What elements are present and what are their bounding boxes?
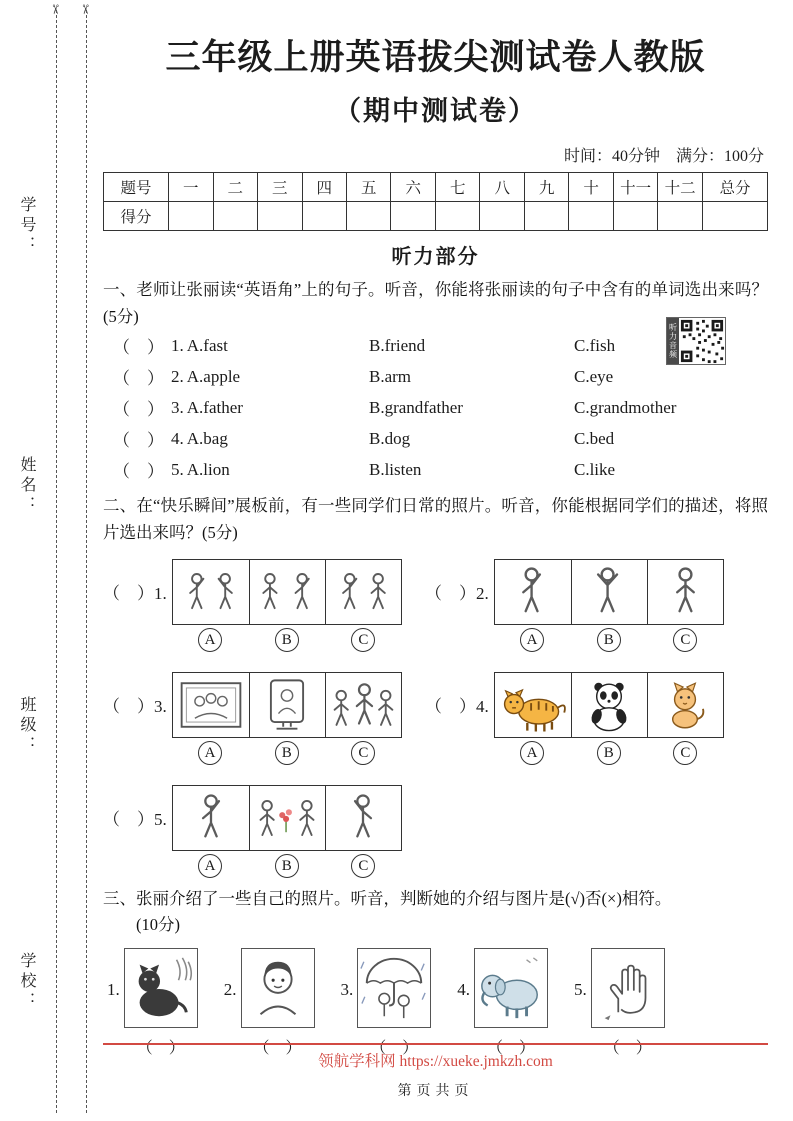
q3-stem: 三、张丽介绍了一些自己的照片。听音，判断她的介绍与图片是(√)否(×)相符。	[103, 888, 672, 908]
photo-portrait-on-stand	[249, 673, 325, 737]
item-number: 5.	[574, 979, 587, 999]
qr-caption: 听力音频	[667, 318, 679, 364]
score-cell	[258, 202, 302, 231]
score-cell	[391, 202, 435, 231]
item-number: 5.	[171, 459, 184, 479]
score-cell	[347, 202, 391, 231]
time-score-info: 时间：40分钟 满分：100分	[563, 148, 764, 165]
student-name-label: 姓名：	[18, 456, 35, 516]
q1-item-4	[103, 423, 768, 454]
photo-tiger	[495, 673, 571, 737]
option-circle-c: C	[673, 628, 697, 652]
photo-black-cat-with-hand	[124, 948, 198, 1028]
question-3	[103, 886, 768, 1058]
item-number: 1.	[171, 335, 184, 355]
option-a: A.father	[186, 397, 243, 417]
footer-divider	[103, 1043, 768, 1045]
option-circle-b: B	[275, 854, 299, 878]
photo-boy-waving	[173, 786, 249, 850]
q3-item-4	[457, 948, 548, 1058]
score-cell	[524, 202, 568, 231]
q2-item-1	[103, 559, 425, 652]
item-number: 2.	[223, 979, 237, 999]
answer-blank: （ ）	[113, 338, 164, 358]
option-circle-a: A	[198, 741, 222, 765]
score-cell	[169, 202, 213, 231]
score-cell	[658, 202, 703, 231]
answer-blank: （ ）	[113, 431, 164, 451]
score-table-col: 一	[169, 173, 213, 202]
answer-blank: （ ）	[425, 696, 476, 716]
option-a: A.fast	[186, 335, 228, 355]
binding-line	[86, 10, 87, 1113]
q2-item-5	[103, 785, 425, 878]
option-c: C.like	[574, 459, 616, 479]
score-table-col: 六	[391, 173, 435, 202]
option-c: C.fish	[574, 335, 616, 355]
photo-kid-and-girl-talking	[249, 560, 325, 624]
score-table-col: 五	[347, 173, 391, 202]
item-number: 2.	[476, 583, 489, 603]
answer-blank: （ ）	[113, 462, 164, 482]
score-table-col: 九	[524, 173, 568, 202]
score-table-label: 题号	[104, 173, 169, 202]
score-table-score-row	[104, 202, 768, 231]
photo-kids-with-flowers	[249, 786, 325, 850]
score-cell	[213, 202, 257, 231]
cut-line	[56, 10, 57, 1113]
photo-family-of-three	[325, 673, 401, 737]
option-circle-b: B	[597, 628, 621, 652]
photo-two-kids-high-five	[173, 560, 249, 624]
score-table-col: 四	[302, 173, 346, 202]
item-number: 3.	[340, 979, 354, 999]
score-row-label: 得分	[104, 202, 169, 231]
item-number: 1.	[107, 979, 120, 999]
option-circle-a: A	[520, 628, 544, 652]
answer-blank: （ ）	[136, 1039, 185, 1057]
score-table-col: 二	[213, 173, 257, 202]
score-table-col: 七	[435, 173, 479, 202]
option-circle-c: C	[351, 854, 375, 878]
answer-blank: （ ）	[113, 369, 164, 389]
page-subtitle: （期中测试卷）	[334, 96, 537, 126]
scissors-icon: ✂	[76, 4, 92, 15]
option-circle-b: B	[597, 741, 621, 765]
answer-blank: （ ）	[253, 1039, 302, 1057]
option-circle-a: A	[520, 741, 544, 765]
q2-item-3	[103, 672, 425, 765]
score-cell	[302, 202, 346, 231]
answer-blank: （ ）	[103, 696, 154, 716]
question-1	[103, 277, 768, 485]
q3-item-1	[107, 948, 198, 1058]
q3-item-3	[341, 948, 432, 1058]
photo-open-hand	[591, 948, 665, 1028]
answer-blank: （ ）	[486, 1039, 535, 1057]
option-circle-b: B	[275, 741, 299, 765]
item-number: 3.	[171, 397, 184, 417]
item-number: 4.	[476, 696, 489, 716]
photo-boy-standing	[647, 560, 723, 624]
photo-cat	[647, 673, 723, 737]
photo-panda	[571, 673, 647, 737]
q2-item-4	[425, 672, 768, 765]
score-cell	[435, 202, 479, 231]
scissors-icon: ✂	[46, 4, 62, 15]
option-c: C.bed	[574, 428, 615, 448]
q3-item-2	[224, 948, 315, 1058]
item-number: 4.	[457, 979, 470, 999]
question-2	[103, 493, 768, 877]
qr-code-icon	[679, 318, 725, 364]
option-b: B.dog	[369, 428, 411, 448]
item-number: 4.	[171, 428, 184, 448]
option-circle-c: C	[351, 628, 375, 652]
photo-elephant	[474, 948, 548, 1028]
photo-children-under-umbrella	[357, 948, 431, 1028]
q3-stem-points: (10分)	[136, 914, 180, 934]
q1-item-2	[103, 361, 768, 392]
page-footer	[103, 1043, 768, 1100]
listening-section-header: 听力部分	[391, 246, 480, 268]
photo-girl-portrait	[241, 948, 315, 1028]
answer-blank: （ ）	[103, 583, 154, 603]
option-c: C.grandmother	[574, 397, 677, 417]
q1-stem: 一、老师让张丽读“英语角”上的句子。听音，你能将张丽读的句子中含有的单词选出来吗？(5分)	[103, 280, 768, 326]
option-c: C.eye	[574, 366, 614, 386]
option-circle-a: A	[198, 628, 222, 652]
score-cell-total	[702, 202, 767, 231]
photo-family-photo-frame	[173, 673, 249, 737]
answer-blank: （ ）	[425, 583, 476, 603]
score-cell	[613, 202, 657, 231]
footer-link[interactable]: 领航学科网 https://xueke.jmkzh.com	[318, 1053, 553, 1070]
photo-boy-raising-fist	[495, 560, 571, 624]
photo-girl-waving-both-hands	[571, 560, 647, 624]
option-a: A.apple	[186, 366, 241, 386]
answer-blank: （ ）	[603, 1039, 652, 1057]
option-circle-b: B	[275, 628, 299, 652]
option-b: B.friend	[369, 335, 426, 355]
answer-blank: （ ）	[370, 1039, 419, 1057]
option-b: B.arm	[369, 366, 412, 386]
option-a: A.lion	[186, 459, 230, 479]
listening-audio-qr	[666, 317, 726, 365]
class-label: 班级：	[18, 696, 35, 756]
score-table-col: 八	[480, 173, 524, 202]
item-number: 5.	[154, 809, 167, 829]
item-number: 2.	[171, 366, 184, 386]
page-title: 三年级上册英语拔尖测试卷人教版	[165, 38, 706, 77]
q1-item-5	[103, 454, 768, 485]
score-cell	[569, 202, 613, 231]
q3-item-5	[574, 948, 665, 1058]
option-circle-c: C	[351, 741, 375, 765]
score-table-col: 十	[569, 173, 613, 202]
option-a: A.bag	[186, 428, 228, 448]
option-circle-a: A	[198, 854, 222, 878]
photo-girl-waving	[325, 786, 401, 850]
student-id-label: 学号：	[18, 196, 35, 256]
answer-blank: （ ）	[103, 809, 154, 829]
option-b: B.listen	[369, 459, 422, 479]
answer-blank: （ ）	[113, 400, 164, 420]
photo-girl-showing-photo	[325, 560, 401, 624]
option-circle-c: C	[673, 741, 697, 765]
score-table-col: 十一	[613, 173, 657, 202]
q1-item-3	[103, 392, 768, 423]
score-table-col: 三	[258, 173, 302, 202]
score-table-header-row	[104, 173, 768, 202]
option-b: B.grandfather	[369, 397, 463, 417]
item-number: 1.	[154, 583, 167, 603]
q2-stem: 二、在“快乐瞬间”展板前，有一些同学们日常的照片。听音，你能根据同学们的描述，将照片选出来吗？(5分)	[103, 496, 768, 543]
score-cell	[480, 202, 524, 231]
school-label: 学校：	[18, 952, 35, 1012]
item-number: 3.	[154, 696, 167, 716]
q2-item-2	[425, 559, 768, 652]
score-table-col: 十二	[658, 173, 703, 202]
page-number: 第页共页	[397, 1084, 474, 1099]
score-table	[103, 172, 768, 231]
score-table-col-total: 总分	[702, 173, 767, 202]
